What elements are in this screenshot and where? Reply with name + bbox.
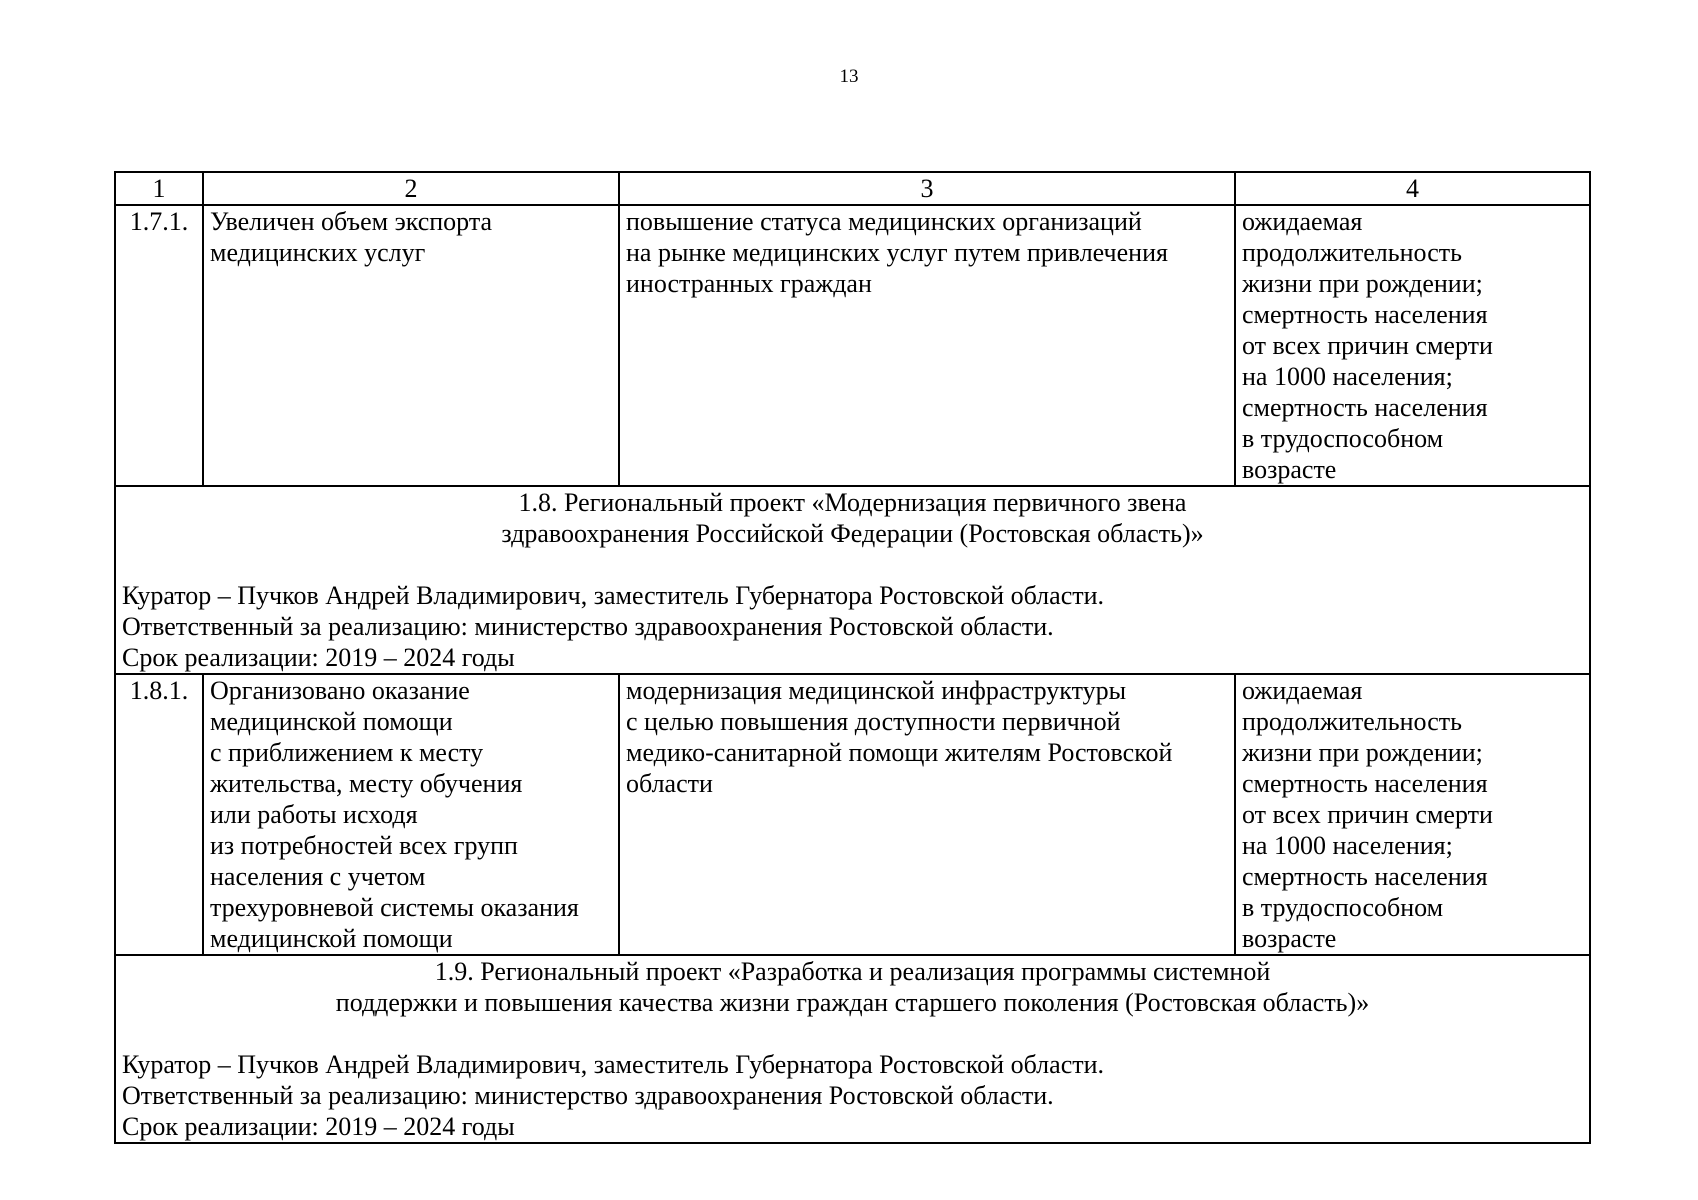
result-line: трехуровневой системы оказания [210, 893, 579, 922]
section-title-line: поддержки и повышения качества жизни граждан старшего поколения (Ростовская область)» [335, 988, 1370, 1017]
column-number-4: 4 [1235, 172, 1590, 205]
column-number-3: 3 [619, 172, 1235, 205]
result-line: медицинской помощи [210, 707, 453, 736]
measures-table [114, 171, 1591, 1144]
row-number: 1.7.1. [115, 205, 203, 486]
description-line: медико-санитарной помощи жителям Ростовской [626, 738, 1173, 767]
indicator-line: от всех причин смерти [1242, 800, 1493, 829]
description-line: иностранных граждан [626, 269, 872, 298]
result-line: или работы исходя [210, 800, 418, 829]
description-cell [619, 674, 1235, 955]
table-row [115, 205, 1590, 486]
row-number: 1.8.1. [115, 674, 203, 955]
result-line: с приближением к месту [210, 738, 484, 767]
section-title-line: 1.8. Региональный проект «Модернизация первичного звена [518, 488, 1187, 517]
indicator-line: ожидаемая [1242, 676, 1363, 705]
indicator-line: продолжительность [1242, 707, 1462, 736]
description-line: области [626, 769, 713, 798]
indicator-line: в трудоспособном [1242, 893, 1444, 922]
indicator-line: жизни при рождении; [1242, 738, 1483, 767]
column-number-row [115, 172, 1590, 205]
indicator-line: продолжительность [1242, 238, 1462, 267]
result-line: медицинской помощи [210, 924, 453, 953]
indicator-line: в трудоспособном [1242, 424, 1444, 453]
section-curator: Куратор – Пучков Андрей Владимирович, заместитель Губернатора Ростовской области. [122, 1050, 1105, 1079]
indicator-line: жизни при рождении; [1242, 269, 1483, 298]
section-title-line: 1.9. Региональный проект «Разработка и реализация программы системной [434, 957, 1271, 986]
indicators-cell [1235, 674, 1590, 955]
table-row [115, 674, 1590, 955]
section-row [115, 486, 1590, 674]
column-number-2: 2 [203, 172, 619, 205]
result-line: из потребностей всех групп [210, 831, 518, 860]
result-cell [203, 205, 619, 486]
section-responsible: Ответственный за реализацию: министерство здравоохранения Ростовской области. [122, 612, 1054, 641]
indicator-line: смертность населения [1242, 862, 1488, 891]
indicator-line: возрасте [1242, 455, 1337, 484]
result-line: Организовано оказание [210, 676, 470, 705]
section-cell [115, 486, 1590, 674]
indicator-line: от всех причин смерти [1242, 331, 1493, 360]
description-line: с целью повышения доступности первичной [626, 707, 1121, 736]
description-line: повышение статуса медицинских организаций [626, 207, 1142, 236]
section-curator: Куратор – Пучков Андрей Владимирович, заместитель Губернатора Ростовской области. [122, 581, 1105, 610]
column-number-1: 1 [115, 172, 203, 205]
indicator-line: ожидаемая [1242, 207, 1363, 236]
description-line: на рынке медицинских услуг путем привлечения [626, 238, 1168, 267]
indicator-line: смертность населения [1242, 300, 1488, 329]
indicator-line: смертность населения [1242, 393, 1488, 422]
section-row [115, 955, 1590, 1143]
result-line: медицинских услуг [210, 238, 426, 267]
section-term: Срок реализации: 2019 – 2024 годы [122, 643, 515, 672]
section-term: Срок реализации: 2019 – 2024 годы [122, 1112, 515, 1141]
result-line: Увеличен объем экспорта [210, 207, 493, 236]
section-responsible: Ответственный за реализацию: министерство здравоохранения Ростовской области. [122, 1081, 1054, 1110]
description-cell [619, 205, 1235, 486]
indicator-line: смертность населения [1242, 769, 1488, 798]
result-line: населения с учетом [210, 862, 426, 891]
indicator-line: на 1000 населения; [1242, 362, 1453, 391]
section-title-line: здравоохранения Российской Федерации (Ростовская область)» [501, 519, 1204, 548]
indicator-line: возрасте [1242, 924, 1337, 953]
result-cell [203, 674, 619, 955]
page-number: 13 [839, 66, 859, 87]
result-line: жительства, месту обучения [210, 769, 523, 798]
description-line: модернизация медицинской инфраструктуры [626, 676, 1127, 705]
indicators-cell [1235, 205, 1590, 486]
section-cell [115, 955, 1590, 1143]
indicator-line: на 1000 населения; [1242, 831, 1453, 860]
